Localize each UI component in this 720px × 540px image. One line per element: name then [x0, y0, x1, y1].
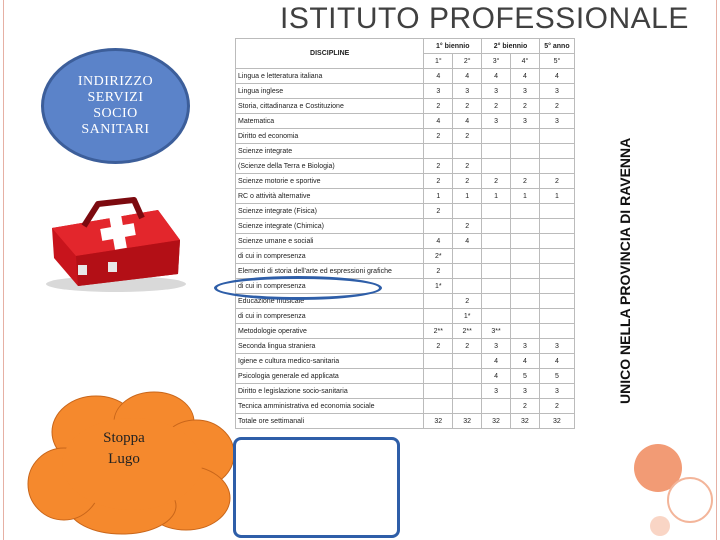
year-header: 5°	[539, 54, 574, 69]
hours-cell	[510, 204, 539, 219]
hours-cell	[539, 129, 574, 144]
hours-cell: 4	[453, 234, 482, 249]
hours-cell: 4	[424, 69, 453, 84]
hours-cell	[453, 354, 482, 369]
discipline-cell: (Scienze della Terra e Biologia)	[236, 159, 424, 174]
highlight-oval	[214, 276, 382, 300]
hours-cell: 2	[453, 159, 482, 174]
year-header: 3°	[482, 54, 511, 69]
hours-cell	[510, 279, 539, 294]
hours-cell	[482, 264, 511, 279]
hours-cell: 2	[453, 174, 482, 189]
discipline-cell: Elementi di storia dell'arte ed espressioni grafiche	[236, 264, 424, 279]
hours-cell: 1	[453, 189, 482, 204]
hours-cell	[482, 159, 511, 174]
hours-cell	[424, 219, 453, 234]
hours-cell	[482, 144, 511, 159]
hours-cell	[424, 399, 453, 414]
hours-cell	[510, 234, 539, 249]
table-row	[236, 234, 575, 249]
hours-cell: 4	[482, 354, 511, 369]
hours-cell: 2	[453, 219, 482, 234]
year-header: 4°	[510, 54, 539, 69]
hours-cell	[424, 384, 453, 399]
hours-cell	[453, 369, 482, 384]
discipline-cell: Scienze integrate (Fisica)	[236, 204, 424, 219]
hours-cell	[453, 384, 482, 399]
hours-cell: 1*	[424, 279, 453, 294]
period-header: 5° anno	[539, 39, 574, 54]
hours-cell: 3	[482, 384, 511, 399]
hours-cell	[510, 159, 539, 174]
badge-line: SANITARI	[81, 122, 150, 137]
first-aid-kit-icon	[38, 188, 188, 294]
hours-cell: 4	[510, 354, 539, 369]
discipline-cell: Scienze motorie e sportive	[236, 174, 424, 189]
hours-cell: 2	[482, 99, 511, 114]
hours-cell	[424, 354, 453, 369]
table-row	[236, 84, 575, 99]
hours-cell	[510, 309, 539, 324]
hours-cell: 2	[453, 339, 482, 354]
hours-cell: 4	[453, 114, 482, 129]
table-row	[236, 249, 575, 264]
hours-cell: 3	[539, 339, 574, 354]
hours-cell	[482, 294, 511, 309]
discipline-cell: Lingua inglese	[236, 84, 424, 99]
hours-cell	[424, 144, 453, 159]
table-row	[236, 144, 575, 159]
discipline-cell: di cui in compresenza	[236, 279, 424, 294]
discipline-cell: Matematica	[236, 114, 424, 129]
hours-cell: 2**	[424, 324, 453, 339]
hours-cell: 3	[539, 84, 574, 99]
hours-cell: 2	[539, 174, 574, 189]
hours-cell	[539, 249, 574, 264]
hours-cell	[539, 234, 574, 249]
hours-cell	[482, 129, 511, 144]
hours-cell	[539, 264, 574, 279]
hours-cell: 4	[510, 69, 539, 84]
hours-cell	[510, 219, 539, 234]
badge-line: SERVIZI	[87, 90, 144, 105]
hours-cell: 1*	[453, 309, 482, 324]
cloud-line: Stoppa	[103, 430, 145, 446]
year-header: 2°	[453, 54, 482, 69]
hours-cell: 1	[482, 189, 511, 204]
table-header-row	[236, 39, 575, 54]
hours-cell	[539, 144, 574, 159]
vertical-label: UNICO NELLA PROVINCIA DI RAVENNA	[617, 137, 633, 404]
hours-cell: 1	[539, 189, 574, 204]
discipline-cell: Lingua e letteratura italiana	[236, 69, 424, 84]
hours-cell: 5	[510, 369, 539, 384]
hours-cell: 2	[424, 159, 453, 174]
table-row	[236, 99, 575, 114]
hours-cell	[482, 219, 511, 234]
hours-cell: 2	[510, 399, 539, 414]
hours-cell: 2*	[424, 249, 453, 264]
hours-cell: 2	[482, 174, 511, 189]
table-row	[236, 69, 575, 84]
disciplines-header: DISCIPLINE	[236, 39, 424, 69]
hours-cell: 2	[453, 129, 482, 144]
hours-cell: 4	[482, 369, 511, 384]
hours-cell: 32	[453, 414, 482, 429]
hours-cell: 4	[539, 69, 574, 84]
hours-cell: 2	[539, 399, 574, 414]
hours-cell: 2	[453, 99, 482, 114]
slide-title: ISTITUTO PROFESSIONALE	[280, 2, 689, 35]
hours-cell	[482, 249, 511, 264]
curriculum-table-body	[236, 39, 575, 429]
hours-cell	[510, 324, 539, 339]
cloud-line: Lugo	[108, 451, 140, 467]
hours-cell: 2**	[453, 324, 482, 339]
hours-cell: 3	[424, 84, 453, 99]
hours-cell	[510, 129, 539, 144]
period-header: 2° biennio	[482, 39, 540, 54]
discipline-cell: di cui in compresenza	[236, 309, 424, 324]
badge-line: INDIRIZZO	[77, 74, 154, 89]
hours-cell: 1	[424, 189, 453, 204]
hours-cell: 5	[539, 369, 574, 384]
discipline-cell: Scienze integrate	[236, 144, 424, 159]
curriculum-table	[235, 38, 575, 429]
indirizzo-badge	[41, 48, 190, 164]
hours-cell: 3	[510, 84, 539, 99]
hours-cell: 4	[482, 69, 511, 84]
discipline-cell: RC o attività alternative	[236, 189, 424, 204]
hours-cell: 32	[510, 414, 539, 429]
hours-cell: 3	[510, 384, 539, 399]
decorative-circles	[630, 430, 720, 540]
table-row	[236, 324, 575, 339]
hours-cell: 32	[424, 414, 453, 429]
hours-cell	[510, 294, 539, 309]
hours-cell	[482, 204, 511, 219]
table-row	[236, 369, 575, 384]
hours-cell: 2	[424, 174, 453, 189]
hours-cell	[539, 324, 574, 339]
hours-cell: 2	[453, 294, 482, 309]
hours-cell: 2	[510, 174, 539, 189]
hours-cell	[424, 369, 453, 384]
discipline-cell: Psicologia generale ed applicata	[236, 369, 424, 384]
table-row	[236, 174, 575, 189]
hours-cell: 4	[424, 234, 453, 249]
table-row	[236, 309, 575, 324]
discipline-cell: Igiene e cultura medico-sanitaria	[236, 354, 424, 369]
hours-cell	[539, 204, 574, 219]
hours-cell: 2	[424, 204, 453, 219]
discipline-cell: Diritto e legislazione socio-sanitaria	[236, 384, 424, 399]
hours-cell: 3	[510, 339, 539, 354]
discipline-cell: Totale ore settimanali	[236, 414, 424, 429]
hours-cell	[539, 159, 574, 174]
hours-cell	[510, 144, 539, 159]
hours-cell: 3**	[482, 324, 511, 339]
hours-cell: 4	[539, 354, 574, 369]
hours-cell: 3	[510, 114, 539, 129]
discipline-cell: Metodologie operative	[236, 324, 424, 339]
hours-cell: 3	[453, 84, 482, 99]
hours-cell	[482, 309, 511, 324]
hours-cell: 32	[482, 414, 511, 429]
hours-cell	[453, 399, 482, 414]
hours-cell: 3	[482, 84, 511, 99]
hours-cell	[510, 264, 539, 279]
hours-cell: 4	[424, 114, 453, 129]
table-row	[236, 114, 575, 129]
discipline-cell: Seconda lingua straniera	[236, 339, 424, 354]
hours-cell	[453, 204, 482, 219]
hours-cell	[539, 219, 574, 234]
discipline-cell: Diritto ed economia	[236, 129, 424, 144]
hours-cell	[453, 279, 482, 294]
hours-cell	[424, 309, 453, 324]
hours-cell	[539, 294, 574, 309]
hours-cell: 3	[482, 114, 511, 129]
table-row	[236, 129, 575, 144]
hours-cell	[482, 399, 511, 414]
highlight-rectangle	[233, 437, 400, 538]
table-row	[236, 189, 575, 204]
hours-cell: 3	[539, 114, 574, 129]
hours-cell	[510, 249, 539, 264]
table-row	[236, 339, 575, 354]
hours-cell: 2	[424, 99, 453, 114]
hours-cell: 2	[510, 99, 539, 114]
hours-cell: 3	[482, 339, 511, 354]
table-row	[236, 204, 575, 219]
hours-cell: 2	[424, 339, 453, 354]
hours-cell	[539, 309, 574, 324]
badge-line: SOCIO	[93, 106, 138, 121]
hours-cell	[453, 264, 482, 279]
hours-cell	[453, 144, 482, 159]
discipline-cell: Tecnica amministrativa ed economia sociale	[236, 399, 424, 414]
table-row	[236, 384, 575, 399]
hours-cell	[482, 234, 511, 249]
table-row	[236, 219, 575, 234]
cloud-label	[26, 428, 222, 470]
hours-cell	[539, 279, 574, 294]
period-header: 1° biennio	[424, 39, 482, 54]
discipline-cell: Storia, cittadinanza e Costituzione	[236, 99, 424, 114]
discipline-cell: Scienze umane e sociali	[236, 234, 424, 249]
hours-cell: 2	[424, 129, 453, 144]
hours-cell: 1	[510, 189, 539, 204]
discipline-cell: Educazione musicale	[236, 294, 424, 309]
left-border-line	[3, 0, 4, 540]
discipline-cell: Scienze integrate (Chimica)	[236, 219, 424, 234]
discipline-cell: di cui in compresenza	[236, 249, 424, 264]
hours-cell: 4	[453, 69, 482, 84]
table-row	[236, 399, 575, 414]
year-header: 1°	[424, 54, 453, 69]
hours-cell	[424, 294, 453, 309]
hours-cell: 3	[539, 384, 574, 399]
table-row	[236, 414, 575, 429]
table-row	[236, 159, 575, 174]
hours-cell	[482, 279, 511, 294]
hours-cell: 2	[424, 264, 453, 279]
hours-cell: 2	[539, 99, 574, 114]
hours-cell: 32	[539, 414, 574, 429]
hours-cell	[453, 249, 482, 264]
table-row	[236, 354, 575, 369]
